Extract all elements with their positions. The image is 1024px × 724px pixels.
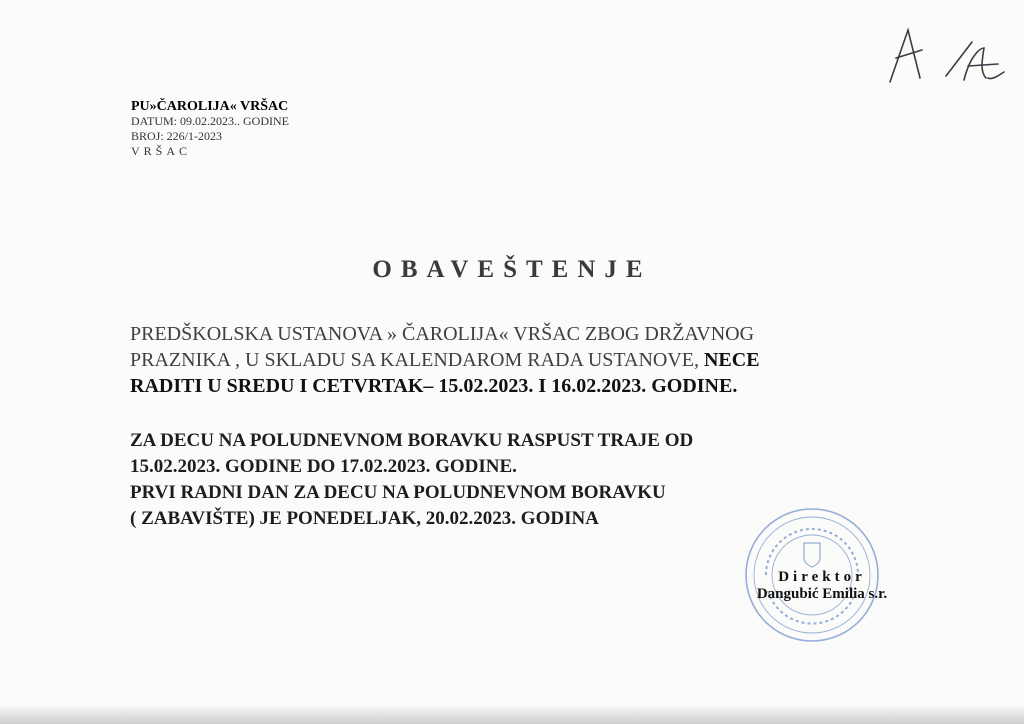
handwritten-note bbox=[880, 20, 1010, 100]
paragraph-2-line-1: ZA DECU NA POLUDNEVNOM BORAVKU RASPUST TRAJE OD bbox=[130, 430, 694, 451]
paragraph-1-line-1: PREDŠKOLSKA USTANOVA » ČAROLIJA« VRŠAC ZBOG DRŽAVNOG bbox=[130, 323, 755, 345]
document-title: OBAVEŠTENJE bbox=[372, 256, 652, 283]
document-number: BROJ: 226/1-2023 bbox=[131, 129, 223, 143]
scan-edge-shadow bbox=[0, 704, 1024, 724]
paragraph-1-line-2-text: PRAZNIKA , U SKLADU SA KALENDAROM RADA USTANOVE, bbox=[130, 349, 699, 371]
paragraph-1-line-3: RADITI U SREDU I CETVRTAK– 15.02.2023. I 16.02.2023. GODINE. bbox=[130, 375, 738, 397]
signature-block bbox=[748, 569, 896, 603]
paragraph-1-line-2 bbox=[130, 347, 920, 373]
letterhead bbox=[131, 99, 289, 159]
paragraph-1-line-2-bold: NECE bbox=[703, 349, 760, 371]
signatory-name: Dangubić Emilia s.r. bbox=[756, 586, 888, 602]
organization-name: PU»ČAROLIJA« VRŠAC bbox=[131, 99, 289, 114]
document-city: VRŠAC bbox=[131, 144, 192, 158]
document-date: DATUM: 09.02.2023.. GODINE bbox=[131, 114, 289, 128]
paragraph-2-line-3: PRVI RADNI DAN ZA DECU NA POLUDNEVNOM BORAVKU bbox=[130, 482, 666, 503]
notice-paragraph-1 bbox=[130, 321, 920, 399]
paragraph-2-line-2: 15.02.2023. GODINE DO 17.02.2023. GODINE. bbox=[130, 456, 517, 477]
paragraph-2-line-4: ( ZABAVIŠTE) JE PONEDELJAK, 20.02.2023. GODINA bbox=[130, 508, 599, 529]
signatory-role: Direktor bbox=[778, 569, 866, 585]
